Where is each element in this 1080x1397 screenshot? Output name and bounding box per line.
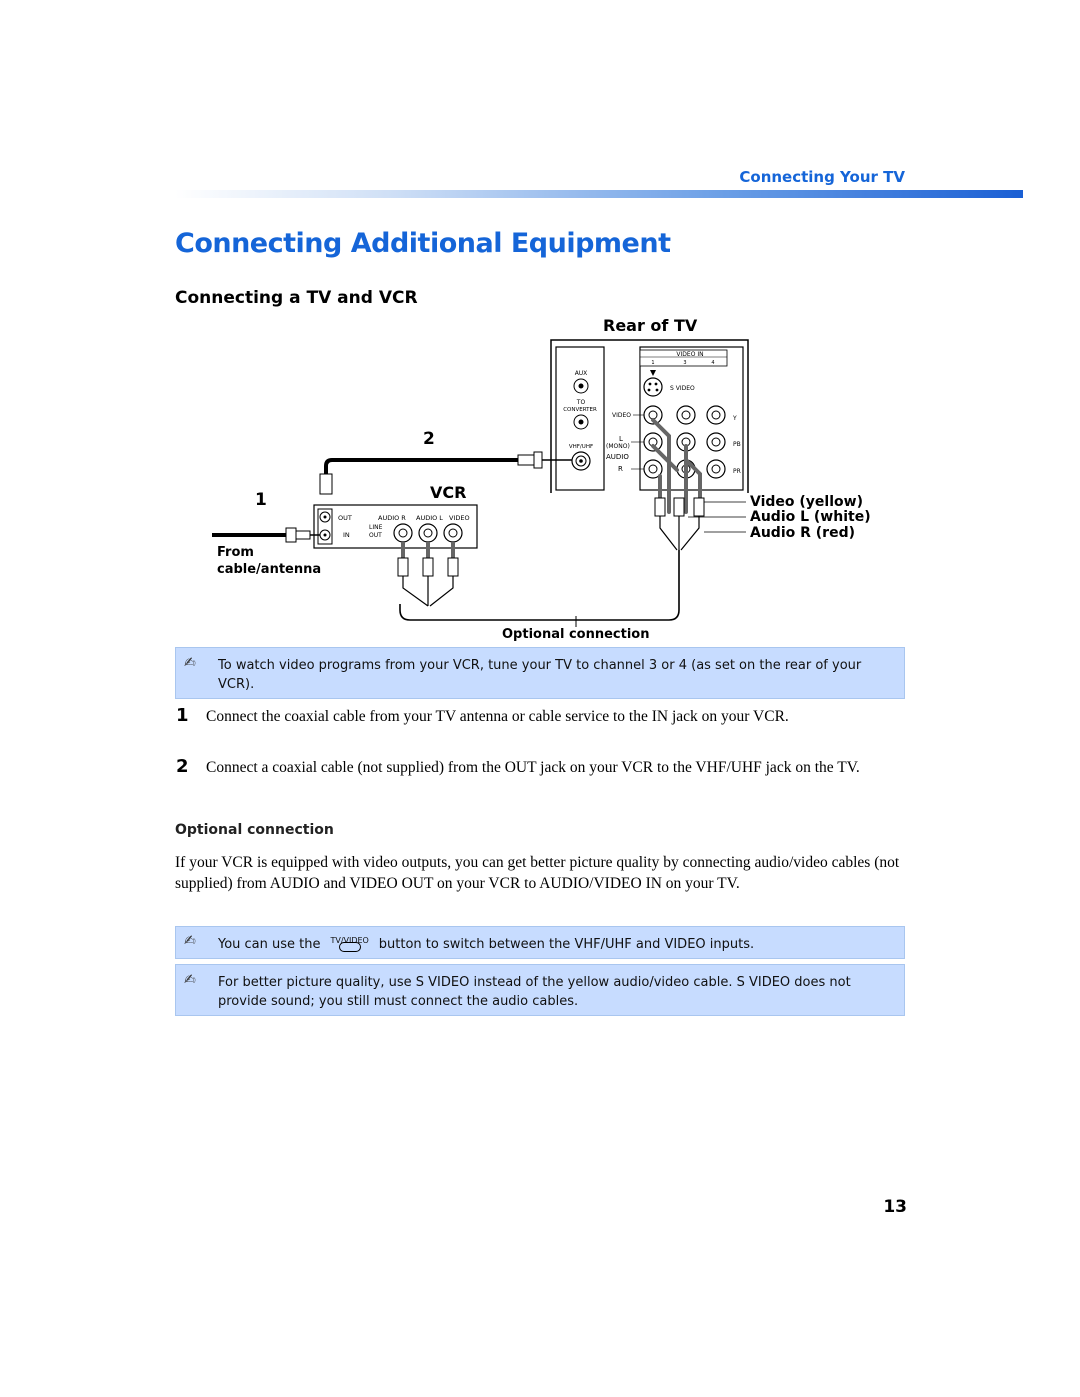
- svg-text:From: From: [217, 545, 254, 560]
- svg-text:AUDIO L: AUDIO L: [416, 514, 443, 522]
- connection-diagram: [200, 310, 900, 650]
- step-text: Connect the coaxial cable from your TV antenna or cable service to the IN jack on your VCR.: [206, 708, 789, 725]
- svg-text:4: 4: [711, 360, 715, 366]
- note-text: For better picture quality, use S VIDEO instead of the yellow audio/video cable. S VIDEO does not provide sound; you still must connect the audio cables.: [218, 975, 851, 1009]
- svg-text:(MONO): (MONO): [606, 443, 630, 450]
- pencil-note-icon: ✍: [184, 972, 196, 988]
- cable-color-legend: [688, 494, 871, 541]
- page-number: 13: [883, 1197, 907, 1217]
- note-text: [218, 934, 894, 954]
- pencil-note-icon: ✍: [184, 933, 196, 949]
- note-text: To watch video programs from your VCR, tune your TV to channel 3 or 4 (as set on the rear of your VCR).: [218, 658, 862, 692]
- svg-text:CONVERTER: CONVERTER: [563, 407, 597, 413]
- step-number: 2: [176, 756, 189, 777]
- svg-text:Audio R (red): Audio R (red): [750, 525, 855, 541]
- svg-text:Y: Y: [733, 415, 737, 422]
- antenna-cable-1: [212, 528, 321, 577]
- svg-text:TO: TO: [576, 399, 586, 406]
- svg-text:cable/antenna: cable/antenna: [217, 562, 322, 577]
- svg-text:2: 2: [423, 429, 435, 449]
- svg-text:R: R: [618, 465, 623, 473]
- svg-text:PR: PR: [733, 468, 741, 475]
- svg-text:VIDEO: VIDEO: [612, 412, 632, 419]
- tv-rear-panel: [551, 340, 748, 493]
- pencil-note-icon: ✍: [184, 655, 196, 671]
- svg-text:L: L: [619, 435, 623, 443]
- tv-video-button-label: TV/VIDEO: [330, 936, 369, 945]
- svg-text:1: 1: [255, 490, 267, 510]
- header-gradient-bar: [175, 190, 1023, 198]
- step-text: Connect a coaxial cable (not supplied) from the OUT jack on your VCR to the VHF/UHF jack on the TV.: [206, 759, 860, 776]
- note-box: [175, 647, 905, 699]
- rear-of-tv-label: Rear of TV: [603, 316, 698, 335]
- svg-text:3: 3: [683, 360, 687, 366]
- svg-text:OUT: OUT: [369, 532, 382, 539]
- section-subtitle: Connecting a TV and VCR: [175, 288, 418, 308]
- svg-text:AUDIO R: AUDIO R: [378, 514, 406, 522]
- step-number: 1: [176, 705, 189, 726]
- svg-text:Audio L (white): Audio L (white): [750, 509, 871, 525]
- svg-text:VCR: VCR: [430, 483, 467, 502]
- svg-text:LINE: LINE: [369, 524, 383, 531]
- svg-text:AUX: AUX: [574, 370, 588, 377]
- svg-text:VIDEO: VIDEO: [449, 514, 470, 522]
- svg-text:IN: IN: [343, 531, 350, 539]
- av-cables-vcr: [398, 542, 458, 606]
- svg-text:1: 1: [651, 360, 655, 366]
- note-text-after: button to switch between the VHF/UHF and VIDEO inputs.: [378, 937, 755, 952]
- tv-video-button-icon: [325, 934, 375, 952]
- svg-text:AUDIO: AUDIO: [606, 453, 629, 461]
- svg-text:PB: PB: [733, 441, 741, 448]
- optional-connection-text: If your VCR is equipped with video outputs, you can get better picture quality by connecting audio/video cables (not supplied) from AUDIO and VIDEO OUT on your VCR to AUDIO/VIDEO IN on your TV.: [175, 854, 900, 892]
- note-box: [175, 964, 905, 1016]
- optional-connection-label: Optional connection: [502, 627, 650, 642]
- svg-text:Video (yellow): Video (yellow): [750, 494, 863, 510]
- note-box: [175, 926, 905, 959]
- page-title: Connecting Additional Equipment: [175, 228, 671, 259]
- svg-text:S VIDEO: S VIDEO: [670, 385, 695, 392]
- svg-text:VHF/UHF: VHF/UHF: [568, 444, 594, 450]
- svg-text:OUT: OUT: [338, 514, 352, 522]
- note-text-before: You can use the: [218, 937, 321, 952]
- section-header: Connecting Your TV: [739, 168, 905, 186]
- optional-connection-heading: Optional connection: [175, 822, 334, 838]
- svg-text:VIDEO IN: VIDEO IN: [676, 351, 704, 358]
